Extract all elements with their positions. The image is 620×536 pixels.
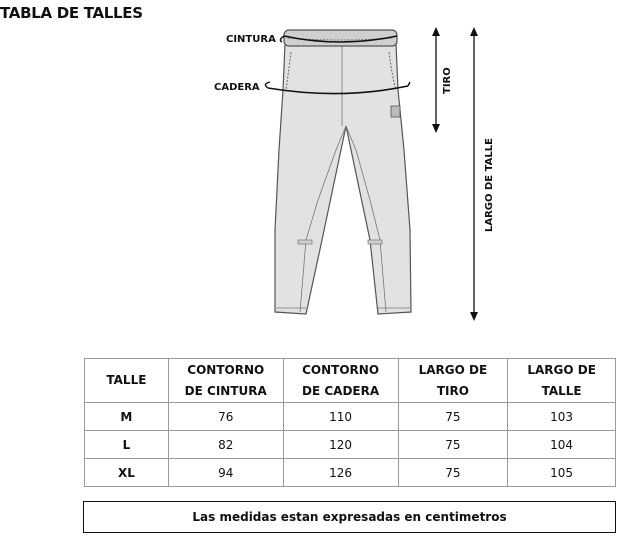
rise-cell: 75 bbox=[398, 431, 508, 459]
length-cell: 105 bbox=[508, 459, 616, 487]
waist-cell: 82 bbox=[168, 431, 283, 459]
size-cell: M bbox=[85, 403, 169, 431]
waist-cell: 76 bbox=[168, 403, 283, 431]
table-row bbox=[85, 459, 616, 487]
header-size: TALLE bbox=[85, 359, 169, 403]
waist-cell: 94 bbox=[168, 459, 283, 487]
length-arrow bbox=[470, 27, 478, 321]
header-length: LARGO DE TALLE bbox=[508, 359, 616, 403]
hip-label: CADERA bbox=[214, 82, 260, 93]
header-rise: LARGO DE TIRO bbox=[398, 359, 508, 403]
page-title: TABLA DE TALLES bbox=[0, 4, 143, 22]
length-cell: 104 bbox=[508, 431, 616, 459]
rise-arrow bbox=[432, 27, 440, 133]
table-row bbox=[85, 403, 616, 431]
rise-cell: 75 bbox=[398, 459, 508, 487]
hip-cell: 126 bbox=[283, 459, 398, 487]
waist-label: CINTURA bbox=[226, 34, 276, 45]
units-note: Las medidas estan expresadas en centimetros bbox=[83, 501, 616, 533]
rise-cell: 75 bbox=[398, 403, 508, 431]
size-cell: XL bbox=[85, 459, 169, 487]
header-hip: CONTORNO DE CADERA bbox=[283, 359, 398, 403]
pants-illustration bbox=[275, 30, 411, 314]
header-waist: CONTORNO DE CINTURA bbox=[168, 359, 283, 403]
size-table bbox=[84, 358, 616, 487]
table-header-row bbox=[85, 359, 616, 403]
length-label: LARGO DE TALLE bbox=[484, 138, 495, 232]
length-cell: 103 bbox=[508, 403, 616, 431]
table-row bbox=[85, 431, 616, 459]
hip-cell: 120 bbox=[283, 431, 398, 459]
size-cell: L bbox=[85, 431, 169, 459]
rise-label: TIRO bbox=[442, 67, 453, 94]
hip-cell: 110 bbox=[283, 403, 398, 431]
